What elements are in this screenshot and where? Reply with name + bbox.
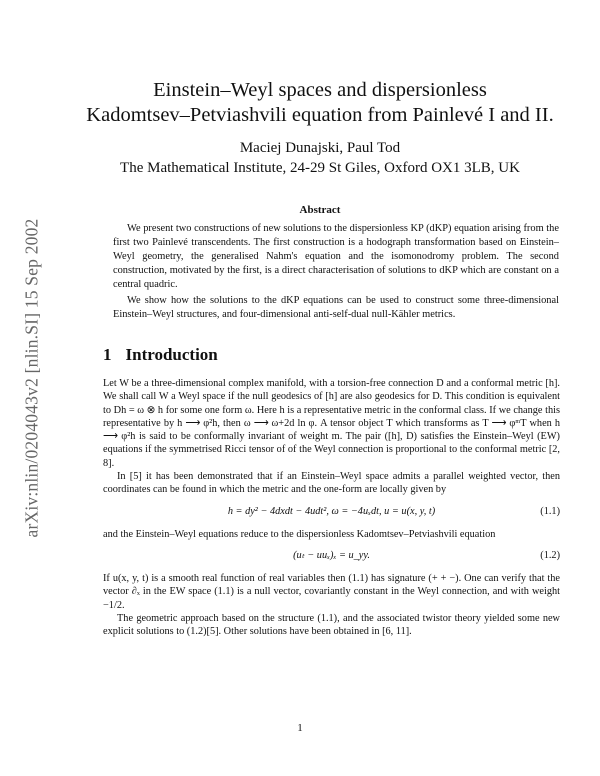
abstract-paragraph: We present two constructions of new solutions to the dispersionless KP (dKP) equation arising from the first two Painlevé transcendents. The first construction is a hodograph transformation based on Einstein–Weyl geometry, the generalised Nahm's equation and the isomonodromy problem. The second construction, motivated by the first, is a direct characterisation of solutions to dKP which are constant on a central quadric.: [113, 223, 559, 290]
paper-title: [40, 78, 600, 128]
page-number: 1: [297, 722, 303, 734]
abstract-body: [113, 222, 559, 324]
author-affiliation: The Mathematical Institute, 24-29 St Giles, Oxford OX1 3LB, UK: [120, 160, 520, 176]
body-paragraph: If u(x, y, t) is a smooth real function of real variables then (1.1) has signature (+ + −). One can verify that the vector ∂ₓ in the EW space (1.1) is a null vector, covariantly constant in the Weyl connection, and with weight −1/2.: [103, 572, 560, 611]
body-paragraph: Let W be a three-dimensional complex manifold, with a torsion-free connection D and a conformal metric [h]. We shall call W a Weyl space if the null geodesics of [h] are also geodesics for D. This condition is equivalent to Dh = ω ⊗ h for some one form ω. Here h is a representative metric in the conformal class. If we change this representative by h ⟶ φ²h, then ω ⟶ ω+2d ln φ. A tensor object T which transforms as T ⟶ φᵐT when h ⟶ φ²h is said to be conformally invariant of weight m. The pair ([h], D) satisfies the Einstein–Weyl (EW) equations if the symmetrised Ricci tensor of of the Weyl connection is proportional to the conformal metric [2, 8].: [103, 378, 560, 469]
equation-number: (1.2): [540, 549, 560, 561]
body-paragraph: The geometric approach based on the structure (1.1), and the associated twistor theory yielded some new explicit solutions to (1.2)[5]. Other solutions have been obtained in [6, 11].: [103, 612, 560, 638]
arxiv-identifier: [22, 188, 42, 568]
equation-1-1: [103, 502, 560, 524]
body-paragraph: and the Einstein–Weyl equations reduce to the dispersionless Kadomtsev–Petviashvili equation: [103, 528, 496, 540]
arxiv-identifier-text: arXiv:nlin/0204043v2 [nlin.SI] 15 Sep 2002: [21, 218, 42, 538]
section-heading: [103, 345, 218, 365]
section-number: 1: [103, 345, 112, 364]
title-line-2: Kadomtsev–Petviashvili equation from Painlevé I and II.: [86, 104, 554, 126]
title-line-1: Einstein–Weyl spaces and dispersionless: [153, 79, 487, 101]
author-block: [40, 138, 600, 178]
section-title: Introduction: [125, 345, 218, 364]
equation-body: h = dy² − 4dxdt − 4udt², ω = −4uₓdt, u = u(x, y, t): [227, 505, 436, 517]
abstract-heading: Abstract: [299, 204, 341, 216]
body-paragraph: In [5] it has been demonstrated that if an Einstein–Weyl space admits a parallel weighted vector, then coordinates can be found in which the metric and the one-form are locally given by: [103, 471, 560, 496]
equation-number: (1.1): [540, 505, 560, 517]
author-names: Maciej Dunajski, Paul Tod: [239, 140, 401, 156]
section-body: [103, 377, 560, 638]
equation-body: (uₜ − uuₓ)ₓ = u_yy.: [293, 549, 370, 561]
abstract-paragraph: We show how the solutions to the dKP equations can be used to construct some three-dimensional Einstein–Weyl structures, and four-dimensional anti-self-dual null-Kähler metrics.: [113, 295, 559, 320]
equation-1-2: [103, 546, 560, 568]
